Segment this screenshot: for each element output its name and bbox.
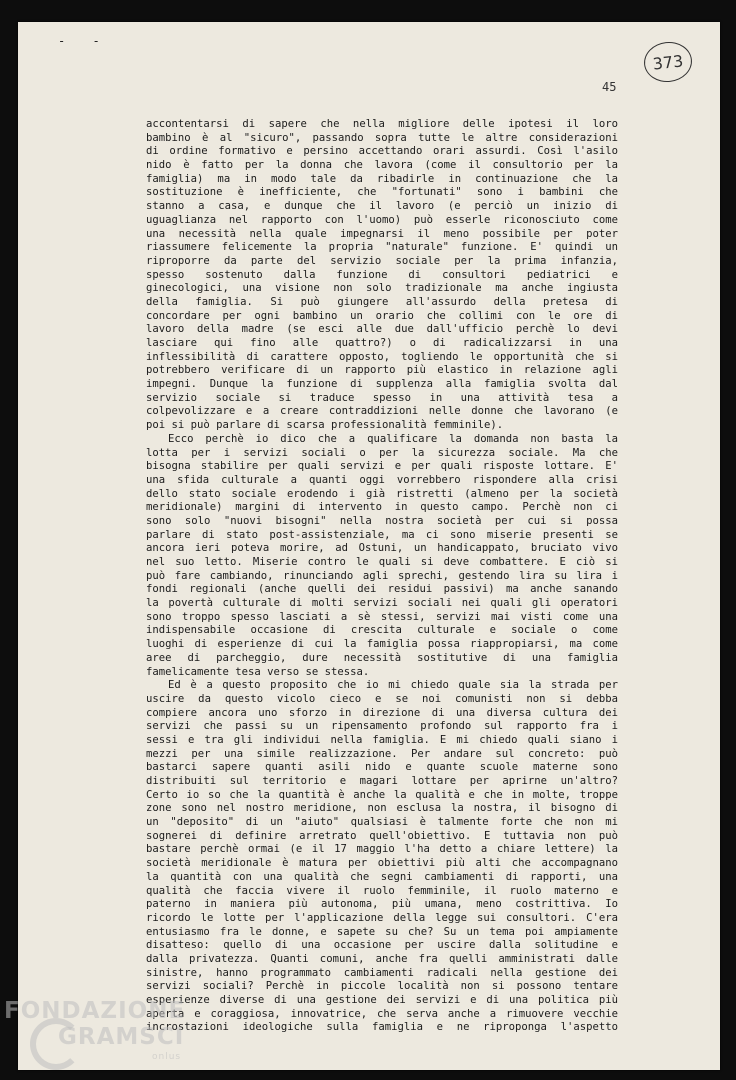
text-line: sessi e tra gli individui nella famiglia. E mi chiedo quali siano i — [146, 733, 618, 746]
text-line: accontentarsi di sapere che nella migliore delle ipotesi il loro — [146, 118, 618, 130]
text-line: ginecologici, una visione non solo tradizionale ma anche ingiusta — [146, 282, 618, 295]
text-line: dello stato sociale erodendo i già ristretti (almeno per la società — [146, 487, 618, 500]
text-line: bisogna stabilire per quali servizi e per quali risposte lottare. E' — [146, 460, 618, 473]
watermark-word-2: GRAMSCI — [58, 1024, 185, 1050]
text-line: lavoro della madre (se esci alle due dall'ufficio perchè lo devi — [146, 323, 618, 336]
text-line: colpevolizzare e a creare contraddizioni nelle donne che lavorano (e — [146, 405, 618, 418]
text-line: poi si può parlare di scarsa professionalità femminile). — [146, 419, 504, 432]
text-line: impegni. Dunque la funzione di supplenza alla famiglia svolta dal — [146, 378, 618, 391]
text-line: lotta per i servizi sociali o per la sicurezza sociale. Ma che — [146, 446, 618, 459]
text-line: luoghi di esperienze di cui la famiglia possa riappropiarsi, ma come — [146, 638, 618, 651]
text-line: servizi che passi su un ripensamento profondo sul rapporto fra i — [146, 720, 618, 733]
text-line: servizi sociali? Perchè in piccole località non si possono tentare — [146, 980, 618, 993]
text-line: riproporre da parte del servizio sociale per la prima infanzia, — [146, 254, 618, 267]
text-line: esperienze diverse di una gestione dei servizi e di una politica più — [146, 994, 618, 1006]
text-line: qualità che faccia vivere il ruolo femminile, il ruolo materno e — [146, 884, 618, 897]
text-line: uscire da questo vicolo cieco e se noi comunisti non si debba — [146, 692, 618, 705]
text-line: distribuiti sul territorio e magari lottare per aprirne un'altro? — [146, 775, 618, 787]
text-line: bastarci sapere quanti asili nido e quante scuole materne sono — [146, 761, 618, 774]
text-line: nido è fatto per la donna che lavora (come il consultorio per la — [146, 159, 618, 172]
text-line: una necessità nella quale impegnarsi il meno possibile per poter — [146, 227, 618, 240]
document-page — [18, 22, 720, 1070]
text-line: incrostazioni ideologiche sulla famiglia e ne riproponga l'aspetto — [146, 1021, 618, 1034]
watermark-word-1: FONDAZIONE — [4, 998, 186, 1024]
text-line: mezzi per una simile realizzazione. Per andare sul concreto: può — [146, 747, 618, 760]
text-line: zone sono nel nostro meridione, non esclusa la nostra, il bisogno di — [146, 802, 618, 815]
text-line: disatteso: quello di una occasione per uscire dalla solitudine e — [146, 939, 618, 952]
text-line: della famiglia. Si può giungere all'assurdo della pretesa di — [146, 295, 618, 308]
archive-number-stamp: 373 — [642, 40, 694, 85]
page-number: 45 — [602, 80, 617, 94]
text-line: ricordo le lotte per l'applicazione della legge sui consultori. C'era — [146, 911, 618, 924]
text-line: dalla privatezza. Quanti comuni, anche fra quelli amministrati dalle — [146, 952, 618, 965]
text-line: Ecco perchè io dico che a qualificare la domanda non basta la — [168, 432, 618, 445]
text-line: sono troppo spesso lasciati a sè stessi, servizi mai visti come una — [146, 610, 618, 623]
text-line: uguaglianza nel rapporto con l'uomo) può esserle riconosciuto come — [146, 213, 618, 226]
text-line: riassumere felicemente la propria "naturale" funzione. E' quindi un — [146, 241, 618, 254]
text-line: bambino è al "sicuro", passando sopra tutte le altre considerazioni — [146, 131, 618, 144]
text-line: spesso sostenuto dalla funzione di consultori pediatrici e — [146, 268, 618, 281]
text-line: sinistre, hanno programmato cambiamenti radicali nella gestione dei — [146, 966, 618, 979]
text-line: servizio sociale si traduce spesso in una attività tesa a — [146, 391, 618, 404]
text-line: una sfida culturale a quanti oggi vorrebbero rispondere alla crisi — [146, 473, 618, 486]
watermark-sub: onlus — [152, 1052, 182, 1062]
text-line: sostituzione è inefficiente, che "fortunati" sono i bambini che — [146, 186, 618, 199]
text-line: famiglia) ma in modo tale da ribadirle in continuazione che la — [146, 172, 618, 185]
watermark-logo — [4, 998, 214, 1078]
text-line: concordare per ogni bambino un orario che collimi con le ore di — [146, 309, 618, 322]
text-line: la povertà culturale di molti servizi sociali nei quali gli operatori — [146, 597, 618, 610]
text-line: paterno in maniera più autonoma, più umana, meno costrittiva. Io — [146, 898, 618, 911]
text-line: Ed è a questo proposito che io mi chiedo quale sia la strada per — [168, 679, 618, 692]
text-line: Certo io so che la quantità è anche la qualità e che in molte, troppe — [146, 788, 618, 801]
text-line: la quantità con una qualità che segni cambiamenti di rapporti, una — [146, 870, 618, 883]
text-line: inflessibilità di carattere opposto, togliendo le opportunità che si — [146, 350, 618, 363]
text-line: società meridionale è matura per obiettivi più alti che accompagnano — [146, 857, 618, 870]
text-line: fondi regionali (anche quelli dei residui passivi) ma anche sanando — [146, 583, 618, 596]
text-line: bastare perchè ormai (e il 17 maggio l'ha detto a chiare lettere) la — [146, 843, 618, 856]
text-line: parlare di stato post-assistenziale, ma ci sono miserie presenti se — [146, 528, 618, 541]
text-line: può fare cambiando, rinunciando agli sprechi, gestendo lira su lira i — [146, 569, 618, 582]
text-line: lasciare qui fino alle quattro?) o di radicalizzarsi in una — [146, 337, 618, 349]
corner-mark: - - — [58, 34, 110, 48]
text-line: meridionale) margini di intervento in questo campo. Perchè non ci — [146, 501, 618, 514]
text-line: di ordine formativo e persino accettando orari assurdi. Così l'asilo — [146, 145, 618, 158]
text-line: entusiasmo fra le donne, e sapete su che? Su un tema poi ampiamente — [146, 925, 618, 938]
text-line: compiere ancora uno sforzo in direzione di una diversa cultura dei — [146, 706, 618, 719]
text-line: potrebbero verificare di un rapporto più elastico in relazione agli — [146, 364, 618, 377]
text-line: ancora ieri poteva morire, ad Ostuni, un handicappato, bruciato vivo — [146, 542, 618, 555]
text-line: stanno a casa, e dunque che il lavoro (e perciò un inizio di — [146, 200, 618, 213]
text-line: sognerei di definire arretrato quell'obiettivo. E tuttavia non può — [146, 829, 618, 842]
text-line: indispensabile occasione di crescita culturale e sociale o come — [146, 624, 618, 637]
text-line: sono solo "nuovi bisogni" nella nostra società per cui si possa — [146, 514, 618, 527]
text-line: aree di parcheggio, dure necessità sostitutive di una famiglia — [146, 651, 618, 664]
text-line: famelicamente tesa verso se stessa. — [146, 665, 370, 678]
text-line: aperta e coraggiosa, innovatrice, che serva anche a rimuovere vecchie — [146, 1007, 618, 1020]
text-line: nel suo letto. Miserie contro le quali si deve combattere. E ciò si — [146, 556, 618, 568]
body-text — [146, 118, 618, 1035]
text-line: un "deposito" di un "aiuto" qualsiasi è talmente forte che non mi — [146, 816, 618, 829]
